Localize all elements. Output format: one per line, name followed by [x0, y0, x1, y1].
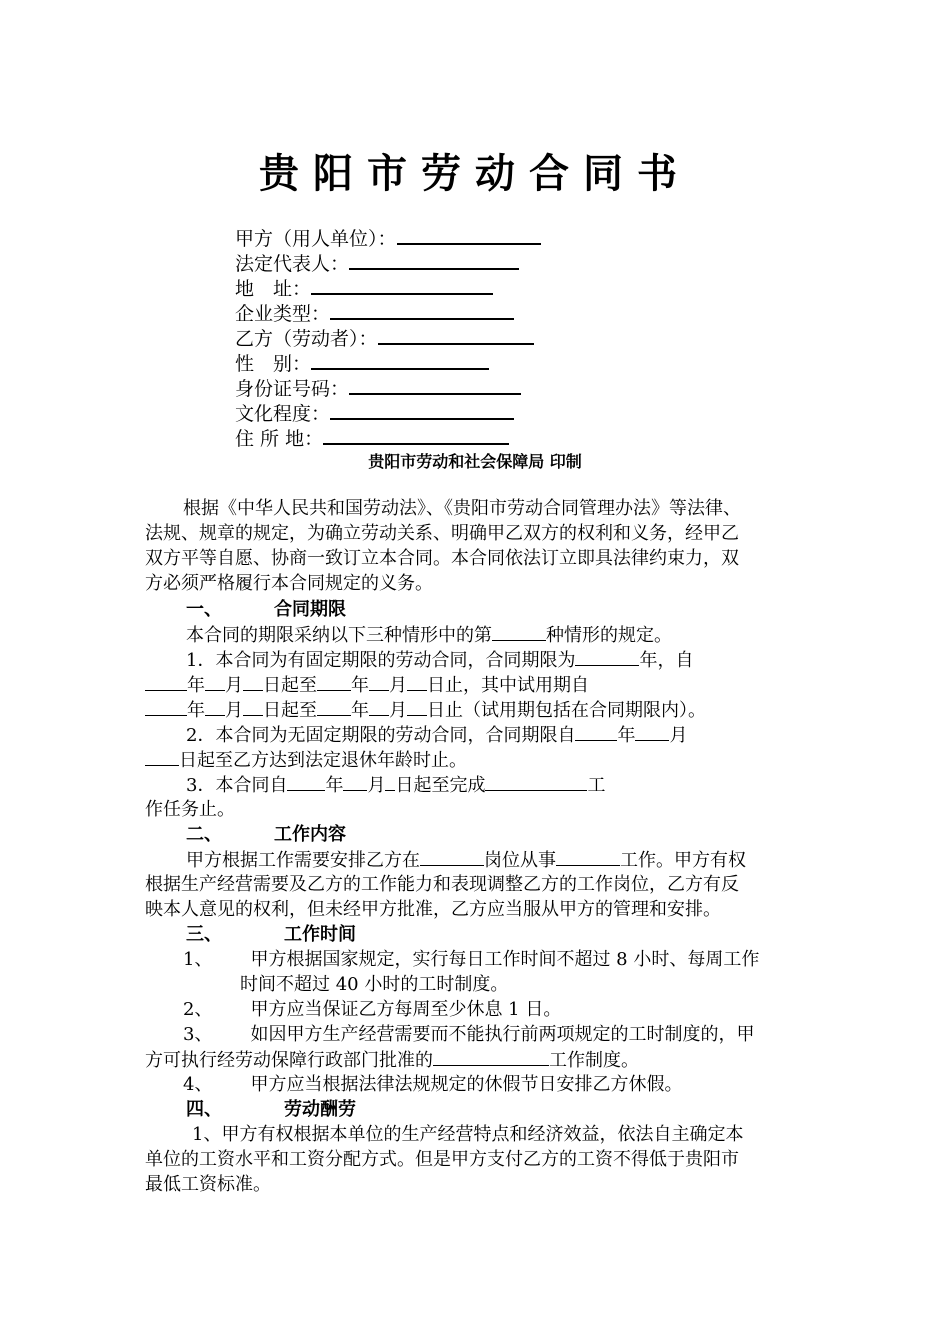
clause-text: 月: [389, 675, 407, 696]
item-text: 甲方应当保证乙方每周至少休息 1 日。: [250, 999, 562, 1020]
clause-text: 1．本合同为有固定期限的劳动合同，合同期限为: [186, 650, 576, 671]
blank-line: [330, 400, 514, 420]
blank-line: [349, 250, 519, 270]
blank-line: [575, 723, 617, 741]
field-label: 地 址：: [235, 278, 312, 300]
clause-text: 月: [367, 775, 386, 796]
clause-text: 本合同的期限采纳以下三种情形中的第: [186, 625, 492, 646]
clause-text: 日止（试用期包括在合同期限内）。: [427, 700, 706, 721]
item-text: 如因甲方生产经营需要而不能执行前两项规定的工时制度的，甲: [250, 1024, 755, 1045]
clause-text: 年，自: [639, 650, 694, 671]
id-number-field: [235, 375, 521, 401]
blank-line: [343, 773, 367, 791]
item-text: 甲方根据国家规定，实行每日工作时间不超过 8 小时、每周工作: [250, 949, 760, 970]
blank-line: [145, 673, 187, 691]
blank-line: [311, 275, 493, 295]
item-text: 甲方应当根据法律法规规定的休假节日安排乙方休假。: [250, 1074, 683, 1095]
list-item-continuation: [145, 1048, 639, 1073]
clause-line: [186, 648, 693, 673]
clause-text: 岗位从事: [484, 850, 556, 871]
legal-rep-field: [235, 250, 519, 276]
item-text: 方可执行经劳动保障行政部门批准的: [145, 1050, 433, 1071]
blank-line: [420, 848, 484, 866]
blank-line: [323, 425, 509, 445]
field-label: 乙方（劳动者）：: [235, 328, 378, 350]
clause-text: 年: [351, 700, 369, 721]
item-number: 3、: [183, 1024, 213, 1045]
list-item: [183, 998, 561, 1022]
field-label: 企业类型：: [235, 303, 331, 325]
section-number: 一、: [186, 599, 222, 620]
field-label: 甲方（用人单位）：: [235, 228, 397, 250]
clause-line: [186, 723, 687, 748]
blank-line: [433, 1048, 549, 1066]
clause-text: 工作。甲方有权: [620, 850, 746, 871]
page-title: 贵阳市劳动合同书: [259, 151, 691, 197]
list-item: [183, 1023, 754, 1047]
field-label: 性 别：: [235, 353, 312, 375]
education-field: [235, 400, 514, 426]
blank-line: [385, 773, 395, 791]
section-title: 工作内容: [274, 824, 346, 845]
section-4-heading: [186, 1098, 356, 1122]
list-item: [183, 1073, 682, 1097]
clause-text: 甲方根据工作需要安排乙方在: [186, 850, 420, 871]
clause-text: 年: [325, 775, 344, 796]
section-2-heading: [186, 823, 346, 847]
blank-line: [311, 350, 489, 370]
blank-line: [492, 623, 546, 641]
section-title: 工作时间: [284, 924, 356, 945]
blank-line: [205, 698, 225, 716]
blank-line: [575, 648, 639, 666]
clause-line: [186, 623, 672, 648]
clause-text: 日起至乙方达到法定退休年龄时止。: [179, 750, 467, 771]
list-item-continuation: 时间不超过 40 小时的工时制度。: [240, 974, 509, 995]
blank-line: [369, 698, 389, 716]
blank-line: [407, 673, 427, 691]
party-b-field: [235, 325, 534, 351]
clause-text: 日起至完成: [395, 775, 486, 796]
clause-text: 年: [187, 700, 205, 721]
clause-text: 工: [587, 775, 606, 796]
section-number: 二、: [186, 824, 222, 845]
preamble-line: 根据《中华人民共和国劳动法》、《贵阳市劳动合同管理办法》等法律、: [183, 498, 741, 519]
enterprise-type-field: [235, 300, 514, 326]
clause-line: 单位的工资水平和工资分配方式。但是甲方支付乙方的工资不得低于贵阳市: [145, 1149, 739, 1170]
blank-line: [287, 773, 325, 791]
item-text: 工作制度。: [549, 1050, 639, 1071]
blank-line: [635, 723, 669, 741]
preamble-line: 方必须严格履行本合同规定的义务。: [145, 573, 433, 594]
clause-line: 作任务止。: [145, 799, 235, 820]
section-title: 劳动酬劳: [284, 1099, 356, 1120]
blank-line: [369, 673, 389, 691]
clause-text: 年: [617, 725, 636, 746]
field-label: 文化程度：: [235, 403, 331, 425]
item-number: 1、: [183, 949, 213, 970]
clause-text: 3．本合同自: [186, 775, 288, 796]
clause-text: 月: [225, 675, 243, 696]
clause-text: 2．本合同为无固定期限的劳动合同，合同期限自: [186, 725, 576, 746]
blank-line: [145, 748, 179, 766]
clause-text: 年: [187, 675, 205, 696]
field-label: 身份证号码：: [235, 378, 350, 400]
blank-line: [317, 698, 351, 716]
clause-text: 日起至: [263, 675, 317, 696]
gender-field: [235, 350, 489, 376]
clause-line: [145, 748, 467, 773]
blank-line: [556, 848, 620, 866]
blank-line: [145, 698, 187, 716]
blank-line: [317, 673, 351, 691]
blank-line: [243, 698, 263, 716]
clause-line: [145, 698, 706, 723]
preamble-line: 双方平等自愿、协商一致订立本合同。本合同依法订立即具法律约束力，双: [145, 548, 739, 569]
clause-text: 年: [351, 675, 369, 696]
section-1-heading: [186, 598, 346, 622]
clause-text: 日止，其中试用期自: [427, 675, 589, 696]
blank-line: [243, 673, 263, 691]
clause-line: 根据生产经营需要及乙方的工作能力和表现调整乙方的工作岗位，乙方有反: [145, 874, 739, 895]
clause-line: [145, 673, 589, 698]
publisher-line: 贵阳市劳动和社会保障局 印制: [368, 452, 582, 471]
clause-text: 月: [669, 725, 688, 746]
clause-line: [186, 773, 605, 798]
blank-line: [378, 325, 534, 345]
item-number: 4、: [183, 1074, 213, 1095]
section-number: 三、: [186, 924, 222, 945]
field-label: 法定代表人：: [235, 253, 350, 275]
blank-line: [349, 375, 521, 395]
field-label: 住 所 地：: [235, 428, 324, 450]
clause-line: 最低工资标准。: [145, 1174, 271, 1195]
party-a-field: [235, 225, 541, 251]
item-number: 2、: [183, 999, 213, 1020]
blank-line: [397, 225, 541, 245]
clause-line: [186, 848, 746, 873]
section-title: 合同期限: [274, 599, 346, 620]
blank-line: [205, 673, 225, 691]
clause-line: 1、甲方有权根据本单位的生产经营特点和经济效益，依法自主确定本: [192, 1124, 744, 1145]
blank-line: [485, 773, 587, 791]
clause-line: 映本人意见的权利，但未经甲方批准，乙方应当服从甲方的管理和安排。: [145, 899, 721, 920]
clause-text: 日起至: [263, 700, 317, 721]
section-3-heading: [186, 923, 356, 947]
preamble-line: 法规、规章的规定，为确立劳动关系、明确甲乙双方的权利和义务，经甲乙: [145, 523, 739, 544]
clause-text: 种情形的规定。: [546, 625, 672, 646]
clause-text: 月: [225, 700, 243, 721]
section-number: 四、: [186, 1099, 222, 1120]
clause-text: 月: [389, 700, 407, 721]
blank-line: [407, 698, 427, 716]
list-item: [183, 948, 759, 972]
blank-line: [330, 300, 514, 320]
residence-field: [235, 425, 509, 451]
address-field: [235, 275, 493, 301]
